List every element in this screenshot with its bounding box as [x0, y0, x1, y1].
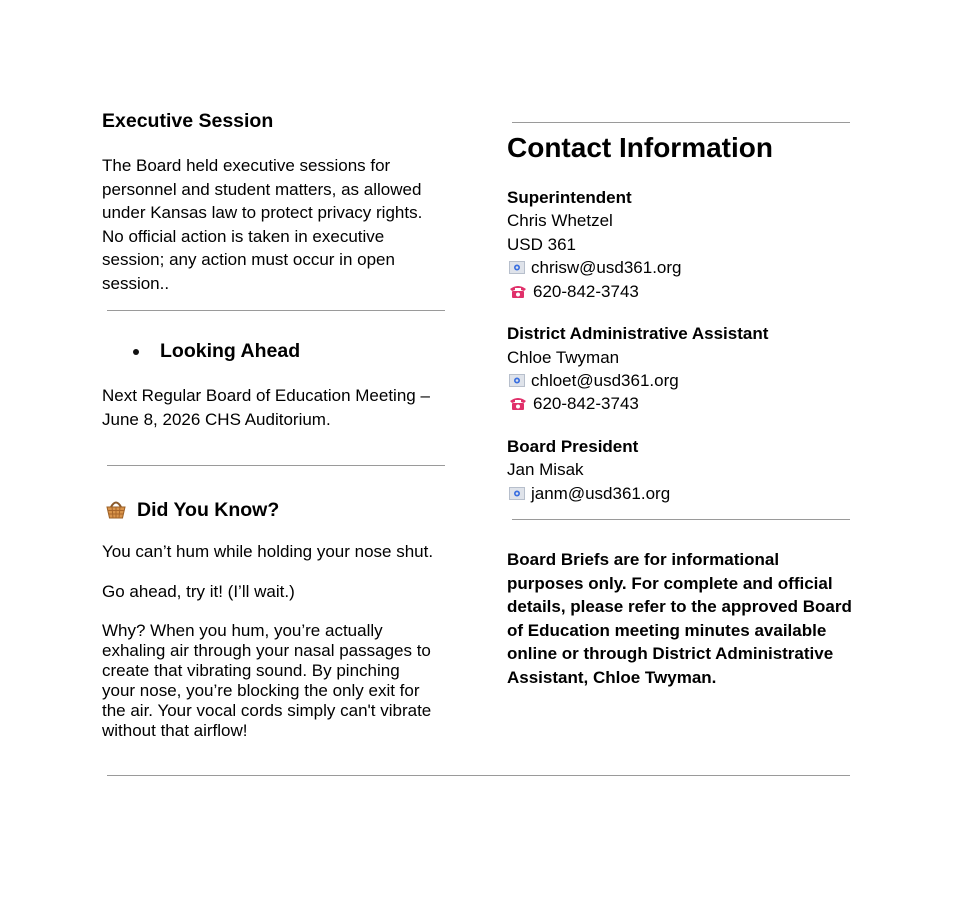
- contact-role: District Administrative Assistant: [507, 324, 769, 343]
- contact-information-title: Contact Information: [507, 132, 773, 163]
- contact-name: Chloe Twyman: [507, 348, 620, 367]
- fact-explanation: Why? When you hum, you’re actually exhaling air through your nasal passages to create that vibrating sound. By pinching your nose, you’re blocking the only exit for the air. Your vocal cords simply can't vibrate without that airflow!: [102, 621, 432, 740]
- contact-email[interactable]: janm@usd361.org: [531, 484, 671, 503]
- looking-ahead-body: Next Regular Board of Education Meeting – June 8, 2026 CHS Auditorium.: [102, 386, 430, 429]
- contact-phone-row: [509, 394, 639, 415]
- email-icon: [509, 259, 525, 279]
- contact-email[interactable]: chrisw@usd361.org: [531, 258, 682, 277]
- contact-email[interactable]: chloet@usd361.org: [531, 371, 679, 390]
- looking-ahead-heading: Looking Ahead: [160, 340, 301, 362]
- contact-org: USD 361: [507, 235, 576, 254]
- contact-email-row: [509, 371, 679, 392]
- footer-divider: [107, 775, 850, 776]
- divider: [512, 519, 850, 520]
- executive-session-body: The Board held executive sessions for personnel and student matters, as allowed under Kansas law to protect privacy rights. No official action is taken in executive session; any action must occur in open session..: [102, 156, 423, 293]
- disclaimer-text: Board Briefs are for informational purposes only. For complete and official details, please refer to the approved Board of Education meeting minutes available online or through District Administrative Assistant, Chloe Twyman.: [507, 550, 852, 687]
- email-icon: [509, 485, 525, 505]
- contact-email-row: [509, 484, 670, 505]
- telephone-icon: [509, 395, 527, 415]
- contact-email-row: [509, 258, 682, 279]
- divider: [107, 465, 445, 466]
- bullet-icon: [133, 349, 139, 355]
- fact-paragraph: Go ahead, try it! (I’ll wait.): [102, 582, 295, 601]
- divider: [107, 310, 445, 311]
- contact-phone[interactable]: 620-842-3743: [533, 394, 639, 413]
- contact-role: Superintendent: [507, 188, 632, 207]
- contact-role: Board President: [507, 437, 639, 456]
- contact-phone[interactable]: 620-842-3743: [533, 282, 639, 301]
- executive-session-heading: Executive Session: [102, 110, 274, 132]
- contact-name: Chris Whetzel: [507, 211, 613, 230]
- did-you-know-heading: Did You Know?: [137, 499, 280, 521]
- basket-icon: [104, 497, 128, 521]
- telephone-icon: [509, 283, 527, 303]
- contact-name: Jan Misak: [507, 460, 584, 479]
- email-icon: [509, 372, 525, 392]
- divider: [512, 122, 850, 123]
- contact-phone-row: [509, 282, 639, 303]
- fact-paragraph: You can’t hum while holding your nose shut.: [102, 542, 434, 561]
